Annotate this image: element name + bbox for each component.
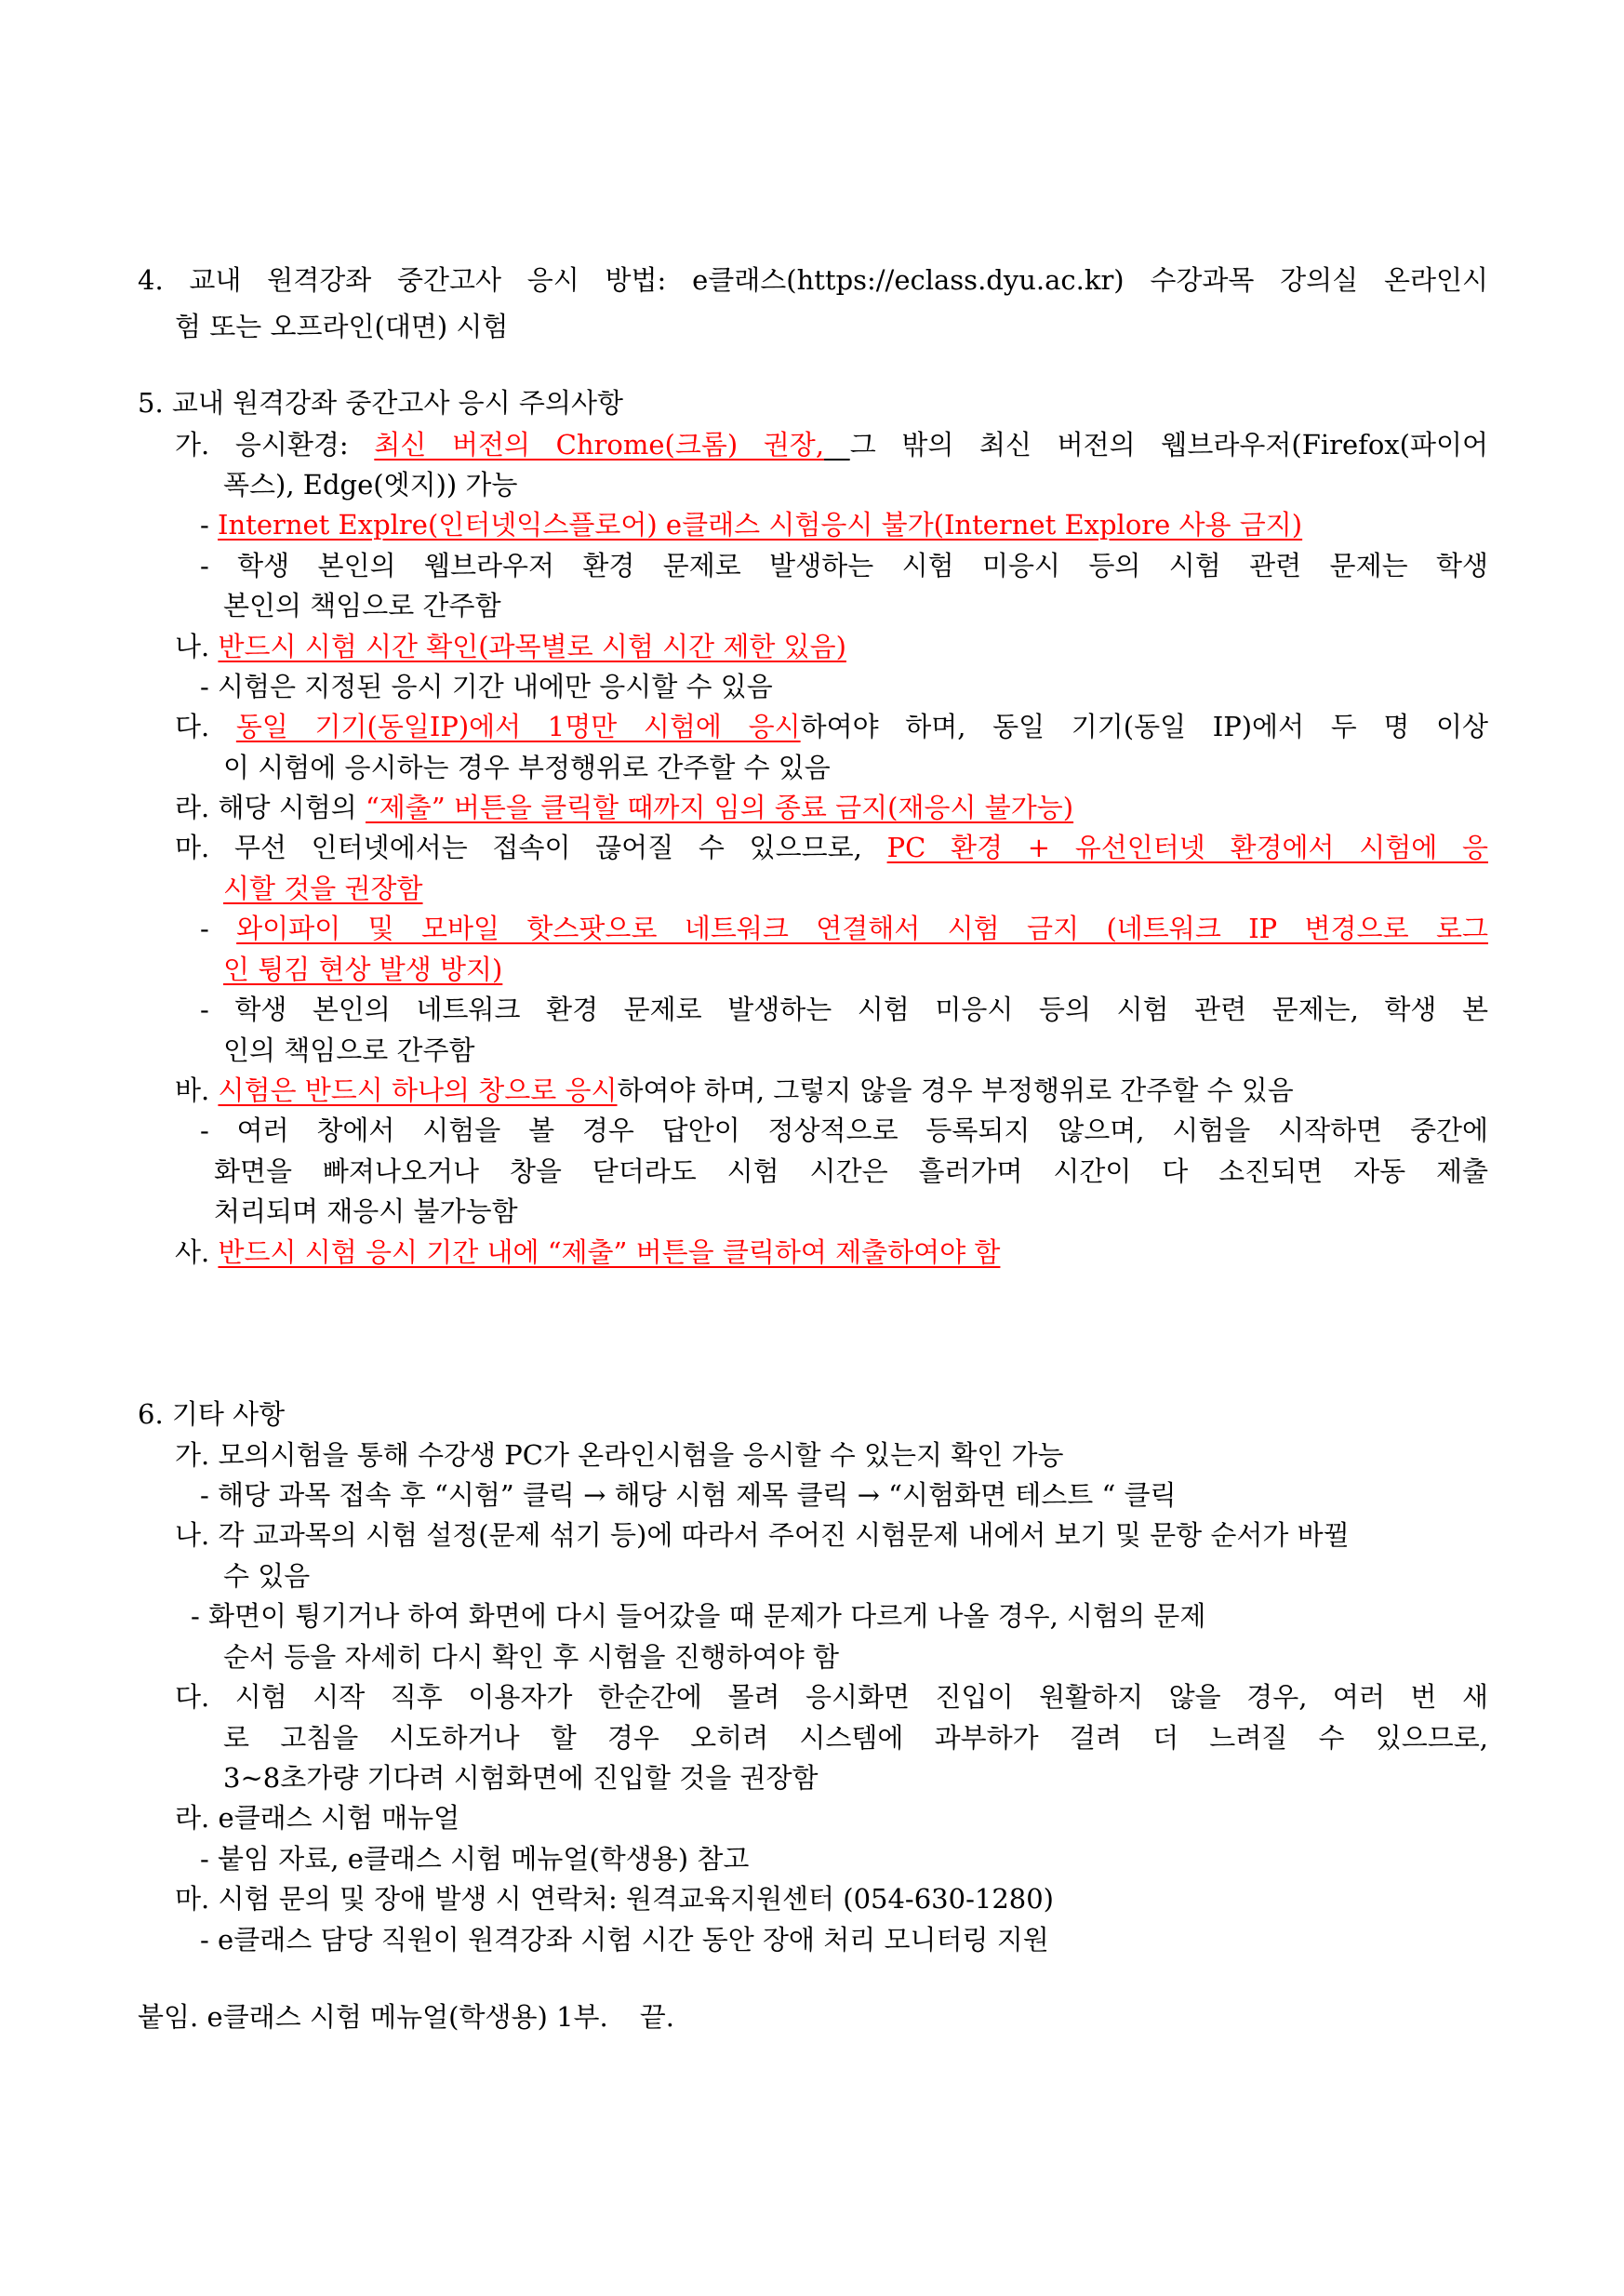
s6-na-b1-l2: 순서 등을 자세히 다시 확인 후 시험을 진행하여야 함 xyxy=(223,1641,840,1673)
s6-ra-line xyxy=(175,1801,459,1835)
s5-ba-prefix: 바. xyxy=(175,1075,219,1106)
s5-ba-bullet-1-line-3 xyxy=(214,1195,518,1228)
s5-ga-rest: 그 밖의 최신 버전의 웹브라우저(Firefox(파이어 xyxy=(849,429,1489,461)
s5-da-prefix: 다. xyxy=(175,711,236,742)
s5-ba-line xyxy=(175,1074,1294,1107)
s5-ga-b2-l2: 본인의 책임으로 간주함 xyxy=(223,590,501,621)
s5-ra-prefix: 라. 해당 시험의 xyxy=(175,792,366,823)
s5-ga-bullet-1 xyxy=(200,508,1302,541)
s5-na-prefix: 나. xyxy=(175,631,219,662)
s6-ra-b1: - 붙임 자료, e클래스 시험 메뉴얼(학생용) 참고 xyxy=(200,1843,750,1875)
s6-da-l3: 3~8초가량 기다려 시험화면에 진입할 것을 권장함 xyxy=(223,1762,819,1794)
attachment-text: 붙임. e클래스 시험 메뉴얼(학생용) 1부. xyxy=(138,2001,608,2033)
s5-ga-l2: 폭스), Edge(엣지)) 가능 xyxy=(223,469,518,501)
s5-ma-line-2 xyxy=(223,872,423,905)
s5-ga-red: 최신 버전의 Chrome(크롬) 권장, xyxy=(374,429,825,461)
s5-ma-bullet-1-line-1 xyxy=(200,912,1488,945)
s5-ma-bullet-1-line-2 xyxy=(223,953,502,986)
s5-ma-bullet-2-line-2 xyxy=(223,1034,475,1067)
s6-da-l2: 로 고침을 시도하거나 할 경우 오히려 시스템에 과부하가 걸려 더 느려질 수 있으므로, xyxy=(223,1722,1488,1754)
s4-line-1 xyxy=(138,263,1488,297)
s5-heading-text: 5. 교내 원격강좌 중간고사 응시 주의사항 xyxy=(138,387,623,419)
attachment-end: 끝. xyxy=(639,2001,674,2033)
s5-ga-bullet-2-line-1 xyxy=(200,549,1488,582)
attachment-line xyxy=(138,2000,674,2034)
s5-ra-line xyxy=(175,791,1073,824)
s5-ma-b1-red-1: 와이파이 및 모바일 핫스팟으로 네트워크 연결해서 시험 금지 (네트워크 IP 변경으로 로그 xyxy=(236,913,1488,944)
s5-ga-prefix: 가. 응시환경: xyxy=(175,429,375,461)
s5-ba-b1-l2: 화면을 빠져나오거나 창을 닫더라도 시험 시간은 흘러가며 시간이 다 소진되면 자동 제출 xyxy=(214,1155,1489,1187)
s5-na-line xyxy=(175,630,846,663)
s6-ga-b1: - 해당 과목 접속 후 “시험” 클릭 → 해당 시험 제목 클릭 → “시험화면 테스트 “ 클릭 xyxy=(200,1479,1177,1511)
s6-na-bullet-1-line-2 xyxy=(223,1640,839,1674)
s5-da-line-1 xyxy=(175,710,1488,743)
s6-heading-text: 6. 기타 사항 xyxy=(138,1398,286,1430)
s5-ma-b2-l1: - 학생 본인의 네트워크 환경 문제로 발생하는 시험 미응시 등의 시험 관련 문제는, 학생 본 xyxy=(200,994,1488,1025)
s5-ma-b1-red-2: 인 튕김 현상 발생 방지) xyxy=(223,954,503,985)
s5-ba-red: 시험은 반드시 하나의 창으로 응시 xyxy=(218,1075,618,1106)
s5-ba-b1-l3: 처리되며 재응시 불가능함 xyxy=(214,1195,518,1227)
s6-na-bullet-1-line-1 xyxy=(191,1599,1205,1633)
s6-ma-b1: - e클래스 담당 직원이 원격강좌 시험 시간 동안 장애 처리 모니터링 지원 xyxy=(200,1924,1049,1956)
s5-sa-prefix: 사. xyxy=(175,1236,219,1268)
s6-da-line-3 xyxy=(223,1761,819,1795)
s6-ra-bullet-1 xyxy=(200,1842,749,1876)
s5-ma-line-1 xyxy=(175,831,1488,864)
s6-da-line-1 xyxy=(175,1680,1488,1714)
s6-ga-text: 가. 모의시험을 통해 수강생 PC가 온라인시험을 응시할 수 있는지 확인 가능 xyxy=(175,1439,1064,1471)
s5-ma-red-2: 시할 것을 권장함 xyxy=(223,873,423,904)
s5-na-red: 반드시 시험 시간 확인(과목별로 시험 시간 제한 있음) xyxy=(218,631,846,662)
s5-ga-gap xyxy=(824,429,850,461)
s5-ma-red-1: PC 환경 + 유선인터넷 환경에서 시험에 응 xyxy=(886,832,1488,863)
s6-da-l1: 다. 시험 시작 직후 이용자가 한순간에 몰려 응시화면 진입이 원활하지 않을 경우, 여러 번 새 xyxy=(175,1681,1488,1713)
s5-ba-rest: 하여야 하며, 그렇지 않을 경우 부정행위로 간주할 수 있음 xyxy=(617,1075,1294,1106)
s6-heading xyxy=(138,1397,285,1431)
s5-da-l2: 이 시험에 응시하는 경우 부정행위로 간주할 수 있음 xyxy=(223,752,831,783)
s6-na-line-1 xyxy=(175,1518,1350,1552)
s6-ra-text: 라. e클래스 시험 매뉴얼 xyxy=(175,1802,460,1834)
s5-ma-prefix: 마. 무선 인터넷에서는 접속이 끊어질 수 있으므로, xyxy=(175,832,887,863)
s5-ga-b1-red: Internet Explre(인터넷익스플로어) e클래스 시험응시 불가(Internet Explore 사용 금지) xyxy=(218,509,1303,541)
s6-ma-bullet-1 xyxy=(200,1923,1049,1956)
s5-da-line-2 xyxy=(223,751,831,784)
s5-ma-bullet-2-line-1 xyxy=(200,993,1488,1026)
s5-ra-red: “제출” 버튼을 클릭할 때까지 임의 종료 금지(재응시 불가능) xyxy=(365,792,1074,823)
s5-ga-b1-dash: - xyxy=(200,509,219,541)
s5-ba-b1-l1: - 여러 창에서 시험을 볼 경우 답안이 정상적으로 등록되지 않으며, 시험을 시작하면 중간에 xyxy=(200,1115,1488,1146)
s4-text-1: 4. 교내 원격강좌 중간고사 응시 방법: e클래스(https://eclass.dyu.ac.kr) 수강과목 강의실 온라인시 xyxy=(138,264,1488,296)
s5-da-red: 동일 기기(동일IP)에서 1명만 시험에 응시 xyxy=(235,711,801,742)
s6-ga-bullet-1 xyxy=(200,1478,1177,1512)
s5-ga-bullet-2-line-2 xyxy=(223,589,501,622)
s5-ma-b2-l2: 인의 책임으로 간주함 xyxy=(223,1035,475,1066)
s5-heading xyxy=(138,386,623,420)
s5-sa-red: 반드시 시험 응시 기간 내에 “제출” 버튼을 클릭하여 제출하여야 함 xyxy=(218,1236,1001,1268)
s5-na-b1: - 시험은 지정된 응시 기간 내에만 응시할 수 있음 xyxy=(200,671,773,702)
s6-ma-text: 마. 시험 문의 및 장애 발생 시 연락처: 원격교육지원센터 (054-630-1280) xyxy=(175,1883,1054,1915)
s5-ga-b2-l1: - 학생 본인의 웹브라우저 환경 문제로 발생하는 시험 미응시 등의 시험 관련 문제는 학생 xyxy=(200,550,1488,581)
s6-da-line-2 xyxy=(223,1721,1488,1755)
s5-na-bullet-1 xyxy=(200,670,773,703)
s5-ga-line-2 xyxy=(223,468,517,501)
s6-ga-line xyxy=(175,1438,1064,1472)
s5-ga-line-1 xyxy=(175,428,1488,461)
s6-na-l1: 나. 각 교과목의 시험 설정(문제 섞기 등)에 따라서 주어진 시험문제 내에서 보기 및 문항 순서가 바뀔 xyxy=(175,1519,1350,1551)
s5-ba-bullet-1-line-2 xyxy=(214,1155,1488,1188)
s5-ba-bullet-1-line-1 xyxy=(200,1114,1488,1147)
s5-da-rest: 하여야 하며, 동일 기기(동일 IP)에서 두 명 이상 xyxy=(800,711,1488,742)
s4-line-2 xyxy=(175,310,508,343)
s6-na-b1-l1: - 화면이 튕기거나 하여 화면에 다시 들어갔을 때 문제가 다르게 나올 경우, 시험의 문제 xyxy=(191,1600,1206,1632)
s5-sa-line xyxy=(175,1235,1000,1269)
s6-ma-line xyxy=(175,1882,1054,1916)
s6-na-l2: 수 있음 xyxy=(223,1560,311,1592)
s4-text-2: 험 또는 오프라인(대면) 시험 xyxy=(175,311,509,342)
s6-na-line-2 xyxy=(223,1559,310,1593)
s5-ma-b1-dash: - xyxy=(200,913,237,944)
